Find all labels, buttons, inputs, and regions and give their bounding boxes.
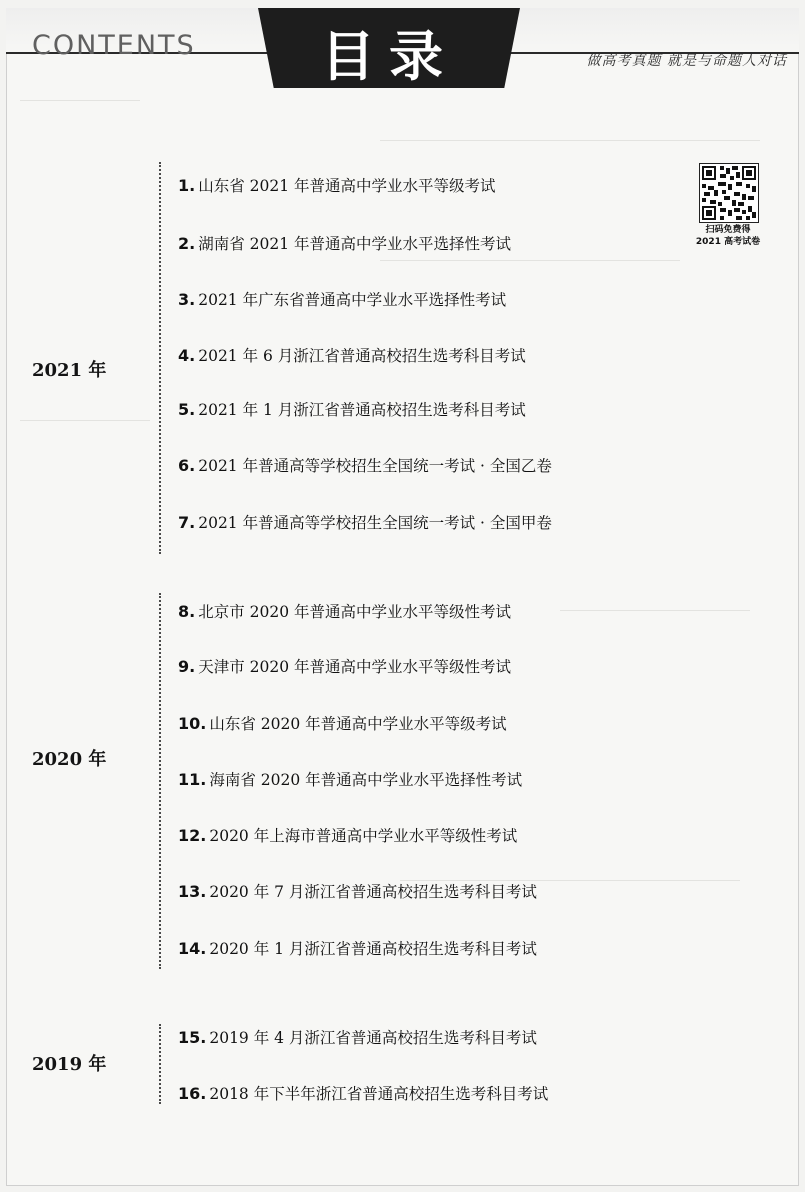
- ghost-rule: [20, 100, 140, 101]
- toc-entry[interactable]: [178, 655, 511, 677]
- entry-title: 2021 年广东省普通高中学业水平选择性考试: [198, 291, 507, 309]
- entry-title: 山东省 2021 年普通高中学业水平等级考试: [198, 177, 496, 195]
- entry-number: 10.: [178, 714, 207, 733]
- ghost-rule: [20, 420, 150, 421]
- timeline-divider-2020: [159, 593, 161, 969]
- ghost-rule: [560, 610, 750, 611]
- toc-entry[interactable]: [178, 824, 517, 846]
- ghost-rule: [380, 140, 760, 141]
- toc-entry[interactable]: [178, 768, 522, 790]
- entry-title: 2021 年普通高等学校招生全国统一考试 · 全国甲卷: [198, 514, 552, 532]
- timeline-divider-2019: [159, 1024, 161, 1104]
- toc-entry[interactable]: [178, 1026, 537, 1048]
- qr-code-icon[interactable]: [699, 163, 759, 223]
- entry-number: 2.: [178, 234, 196, 253]
- entry-title: 湖南省 2021 年普通高中学业水平选择性考试: [198, 235, 512, 253]
- toc-entry[interactable]: [178, 712, 507, 734]
- toc-entry[interactable]: [178, 880, 537, 902]
- entry-title: 2021 年 1 月浙江省普通高校招生选考科目考试: [198, 401, 526, 419]
- entry-title: 2020 年 7 月浙江省普通高校招生选考科目考试: [209, 883, 537, 901]
- entry-number: 12.: [178, 826, 207, 845]
- slogan: 做高考真题 就是与命题人对话: [586, 53, 787, 69]
- toc-entry[interactable]: [178, 937, 537, 959]
- entry-number: 7.: [178, 513, 196, 532]
- entry-title: 北京市 2020 年普通高中学业水平等级性考试: [198, 603, 512, 621]
- year-label-2020: 2020 年: [32, 749, 107, 770]
- entry-number: 5.: [178, 400, 196, 419]
- toc-entry[interactable]: [178, 511, 552, 533]
- year-label-2021: 2021 年: [32, 360, 107, 381]
- timeline-divider-2021: [159, 162, 161, 554]
- year-label-2019: 2019 年: [32, 1054, 107, 1075]
- entry-title: 2021 年 6 月浙江省普通高校招生选考科目考试: [198, 347, 526, 365]
- toc-entry[interactable]: [178, 288, 506, 310]
- entry-title: 天津市 2020 年普通高中学业水平等级性考试: [198, 658, 512, 676]
- toc-entry[interactable]: [178, 1082, 548, 1104]
- qr-caption-line2: 2021 高考试卷: [695, 237, 761, 247]
- entry-number: 13.: [178, 882, 207, 901]
- toc-entry[interactable]: [178, 344, 526, 366]
- entry-number: 4.: [178, 346, 196, 365]
- entry-number: 11.: [178, 770, 207, 789]
- entry-number: 15.: [178, 1028, 207, 1047]
- page-title: 目录: [321, 25, 457, 88]
- entry-title: 山东省 2020 年普通高中学业水平等级考试: [209, 715, 507, 733]
- entry-number: 9.: [178, 657, 196, 676]
- qr-caption: [688, 224, 768, 248]
- toc-entry[interactable]: [178, 600, 511, 622]
- entry-title: 2018 年下半年浙江省普通高校招生选考科目考试: [209, 1085, 549, 1103]
- toc-entry[interactable]: [178, 232, 511, 254]
- toc-entry[interactable]: [178, 398, 526, 420]
- entry-number: 1.: [178, 176, 196, 195]
- entry-title: 2021 年普通高等学校招生全国统一考试 · 全国乙卷: [198, 457, 552, 475]
- contents-label: CONTENTS: [32, 30, 196, 61]
- entry-title: 2020 年 1 月浙江省普通高校招生选考科目考试: [209, 940, 537, 958]
- entry-title: 2020 年上海市普通高中学业水平等级性考试: [209, 827, 518, 845]
- entry-number: 8.: [178, 602, 196, 621]
- qr-caption-line1: 扫码免费得: [705, 225, 751, 235]
- entry-number: 14.: [178, 939, 207, 958]
- toc-entry[interactable]: [178, 454, 552, 476]
- ghost-rule: [380, 260, 680, 261]
- toc-entry[interactable]: [178, 174, 496, 196]
- entry-title: 2019 年 4 月浙江省普通高校招生选考科目考试: [209, 1029, 537, 1047]
- entry-title: 海南省 2020 年普通高中学业水平选择性考试: [209, 771, 523, 789]
- entry-number: 16.: [178, 1084, 207, 1103]
- entry-number: 6.: [178, 456, 196, 475]
- entry-number: 3.: [178, 290, 196, 309]
